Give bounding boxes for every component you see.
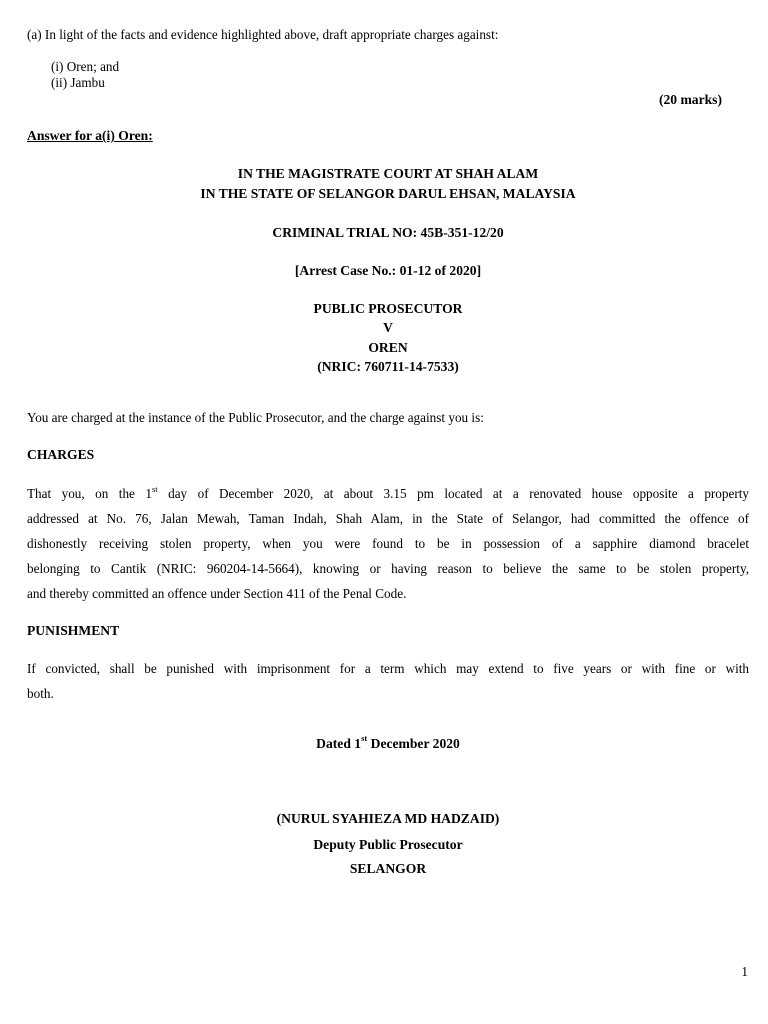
arrest-case-number: [Arrest Case No.: 01-12 of 2020] — [294, 263, 482, 278]
charges-line-1 — [27, 483, 749, 502]
question-intro: (a) In light of the facts and evidence highlighted above, draft appropriate charges against: — [27, 27, 499, 42]
court-line-1: IN THE MAGISTRATE COURT AT SHAH ALAM — [237, 166, 539, 181]
signature-name: (NURUL SYAHIEZA MD HADZAID) — [276, 811, 500, 826]
question-item-oren: (i) Oren; and — [51, 59, 120, 74]
charges-line-1-end: day of December 2020, at about 3.15 pm located at a renovated house opposite a property — [157, 486, 749, 501]
signature-title: Deputy Public Prosecutor — [313, 837, 463, 852]
party-prosecutor: PUBLIC PROSECUTOR — [313, 301, 463, 316]
dated-start: Dated 1 — [316, 736, 362, 751]
charges-line-1-start: That you, on the 1 — [27, 486, 152, 501]
party-versus: V — [383, 320, 393, 335]
charges-line-2: addressed at No. 76, Jalan Mewah, Taman Indah, Shah Alam, in the State of Selangor, had committed the offence of — [27, 511, 749, 526]
punishment-line-2: both. — [27, 686, 54, 701]
answer-heading: Answer for a(i) Oren: — [27, 128, 153, 143]
accused-nric: (NRIC: 760711-14-7533) — [317, 359, 459, 374]
charges-line-5: and thereby committed an offence under Section 411 of the Penal Code. — [27, 586, 407, 601]
dated-sup: st — [361, 733, 368, 744]
page-number: 1 — [741, 964, 748, 979]
question-marks: (20 marks) — [658, 92, 722, 107]
punishment-line-1: If convicted, shall be punished with imprisonment for a term which may extend to five years or with fine or with — [27, 661, 749, 676]
dated-end: December 2020 — [367, 736, 460, 751]
charges-line-4: belonging to Cantik (NRIC: 960204-14-5664), knowing or having reason to believe the same to be stolen property, — [27, 561, 749, 576]
question-item-jambu: (ii) Jambu — [51, 75, 105, 90]
court-line-2: IN THE STATE OF SELANGOR DARUL EHSAN, MALAYSIA — [200, 186, 576, 201]
dated-line — [0, 733, 768, 752]
charges-heading: CHARGES — [27, 447, 95, 462]
criminal-trial-number: CRIMINAL TRIAL NO: 45B-351-12/20 — [272, 225, 504, 240]
instance-text: You are charged at the instance of the Public Prosecutor, and the charge against you is: — [27, 410, 484, 425]
punishment-heading: PUNISHMENT — [27, 623, 120, 638]
charges-line-3: dishonestly receiving stolen property, when you were found to be in possession of a sapphire diamond bracelet — [27, 536, 749, 551]
party-accused: OREN — [368, 340, 408, 355]
signature-state: SELANGOR — [349, 861, 427, 876]
charges-line-1-sup: st — [151, 483, 158, 494]
